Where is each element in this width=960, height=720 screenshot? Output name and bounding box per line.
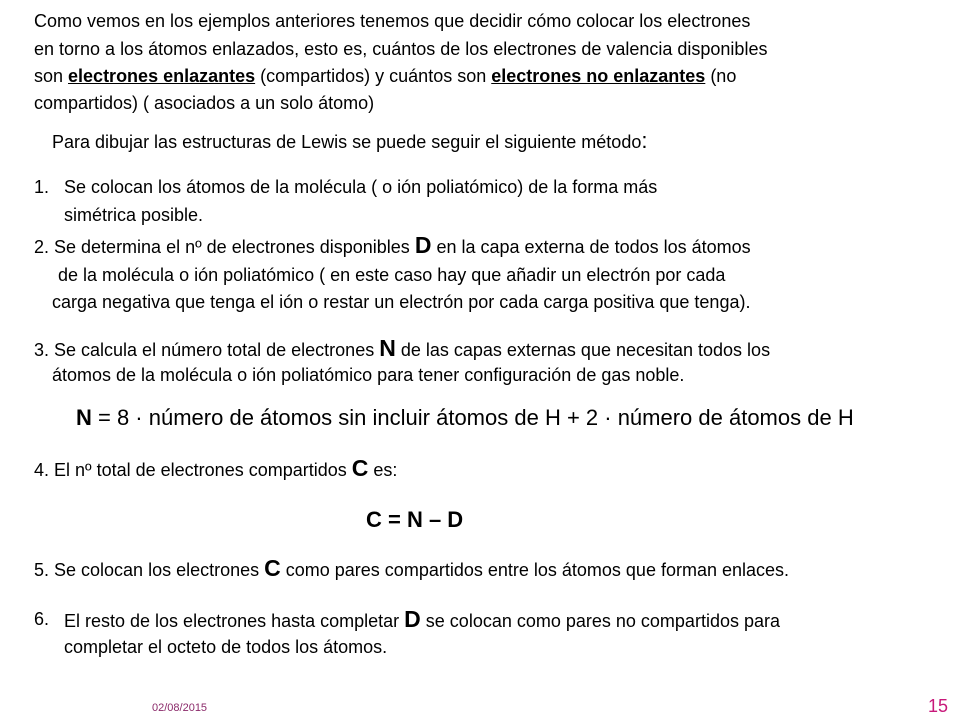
method-colon: : bbox=[641, 128, 648, 153]
method-text: Para dibujar las estructuras de Lewis se puede seguir el siguiente método bbox=[52, 132, 642, 152]
intro-line-3 bbox=[34, 65, 736, 87]
method-intro bbox=[52, 130, 647, 153]
step-3-text: de las capas externas que necesitan todos los bbox=[395, 340, 771, 360]
symbol-c: C bbox=[351, 455, 369, 481]
step-1-line-2: simétrica posible. bbox=[64, 205, 204, 225]
symbol-n: N bbox=[379, 335, 396, 361]
intro-line-2: en torno a los átomos enlazados, esto es, cuántos de los electrones de valencia disponibles bbox=[34, 39, 768, 59]
step-6-number: 6. bbox=[34, 609, 50, 629]
intro-text: (no bbox=[705, 66, 737, 86]
formula-n bbox=[76, 405, 854, 431]
step-4-text: 4. El nº total de electrones compartidos bbox=[34, 460, 352, 480]
step-1-number: 1. bbox=[34, 177, 50, 197]
step-6-text: El resto de los electrones hasta completar bbox=[64, 611, 405, 631]
step-5-text: como pares compartidos entre los átomos que forman enlaces. bbox=[280, 560, 790, 580]
footer-date: 02/08/2015 bbox=[152, 702, 208, 714]
step-2-line-3: carga negativa que tenga el ión o restar un electrón por cada carga positiva que tenga). bbox=[52, 292, 751, 312]
symbol-d: D bbox=[404, 606, 421, 632]
term-bonding-electrons: electrones enlazantes bbox=[68, 66, 256, 86]
step-3-text: 3. Se calcula el número total de electrones bbox=[34, 340, 380, 360]
step-6-line-2: completar el octeto de todos los átomos. bbox=[64, 637, 388, 657]
step-4-text: es: bbox=[368, 460, 398, 480]
step-3-line-2: átomos de la molécula o ión poliatómico para tener configuración de gas noble. bbox=[52, 365, 685, 385]
step-5 bbox=[34, 557, 789, 581]
formula-n-symbol: N bbox=[76, 405, 92, 430]
page-number: 15 bbox=[928, 696, 949, 716]
step-1-line-1: Se colocan los átomos de la molécula ( o ión poliatómico) de la forma más bbox=[64, 177, 658, 197]
step-2-text: en la capa externa de todos los átomos bbox=[431, 237, 751, 257]
formula-n-expression: = 8 · número de átomos sin incluir átomos de H + 2 · número de átomos de H bbox=[91, 405, 854, 430]
step-6-line-1 bbox=[64, 608, 780, 632]
intro-text: son bbox=[34, 66, 69, 86]
step-2-line-2: de la molécula o ión poliatómico ( en este caso hay que añadir un electrón por cada bbox=[58, 265, 726, 285]
step-2-text: 2. Se determina el nº de electrones disponibles bbox=[34, 237, 415, 257]
symbol-c: C bbox=[264, 555, 281, 581]
symbol-d: D bbox=[414, 232, 432, 258]
intro-line-4: compartidos) ( asociados a un solo átomo) bbox=[34, 93, 375, 113]
step-3-line-1 bbox=[34, 337, 770, 361]
intro-line-1: Como vemos en los ejemplos anteriores tenemos que decidir cómo colocar los electrones bbox=[34, 11, 751, 31]
step-4 bbox=[34, 457, 397, 481]
step-5-text: 5. Se colocan los electrones bbox=[34, 560, 265, 580]
term-nonbonding-electrons: electrones no enlazantes bbox=[491, 66, 706, 86]
formula-c: C = N – D bbox=[366, 507, 464, 532]
intro-text: (compartidos) y cuántos son bbox=[255, 66, 492, 86]
step-2-line-1 bbox=[34, 234, 751, 258]
step-6-text: se colocan como pares no compartidos para bbox=[420, 611, 780, 631]
